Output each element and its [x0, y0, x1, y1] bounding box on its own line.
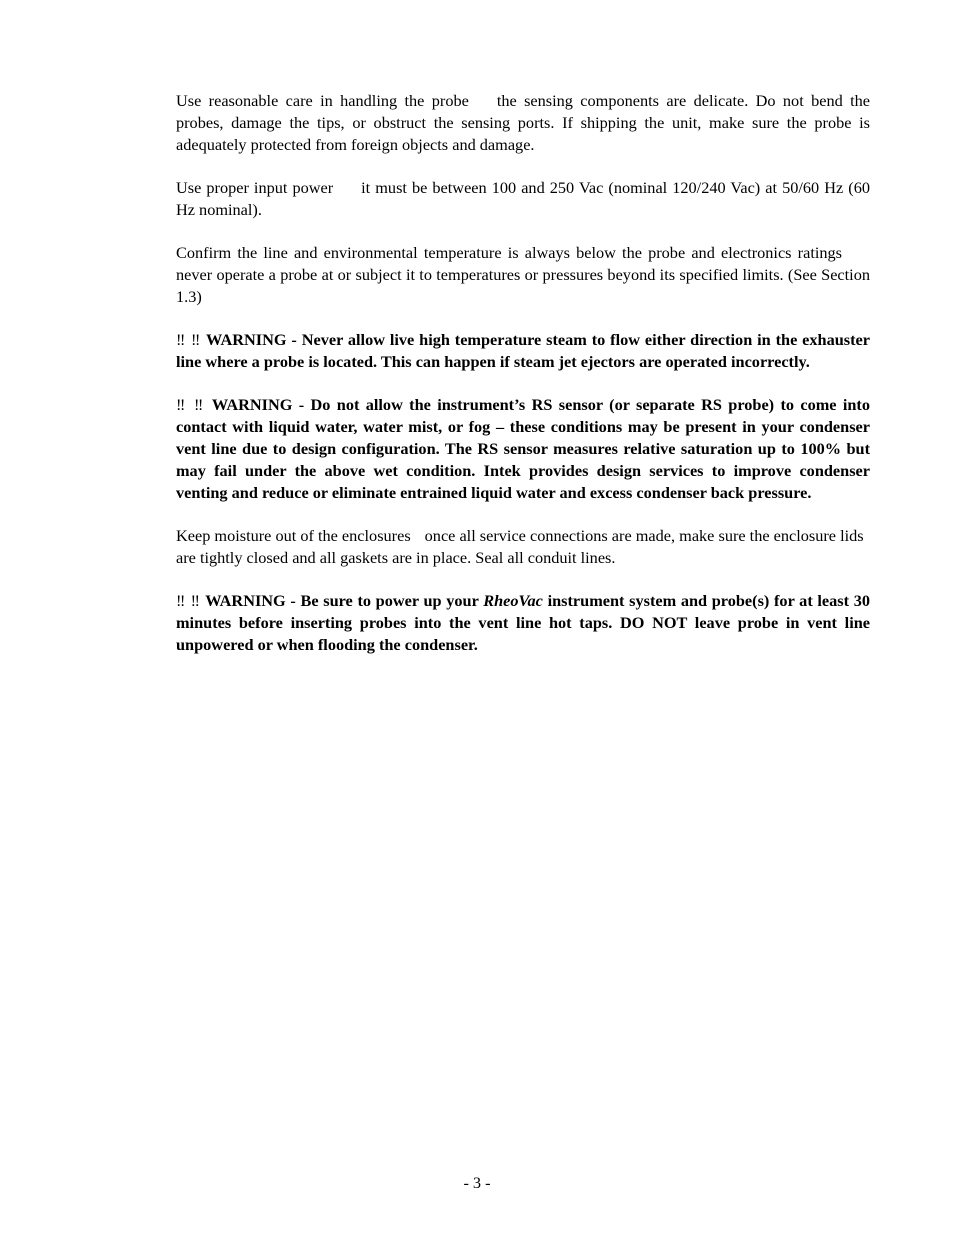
paragraph-power-lead: Use proper input power	[176, 178, 334, 197]
warning-power-text-b: instrument system and probe(s) for at least 30 minutes before inserting probes into the vent line hot taps. DO NOT leave probe in vent line unpowered or when flooding the condenser.	[176, 591, 871, 654]
paragraph-temperature	[176, 242, 870, 308]
brand-name: RheoVac	[483, 591, 543, 610]
warning-steam	[176, 329, 870, 373]
warning-rs-marks: ‼ ‼	[176, 395, 212, 414]
paragraph-temperature-lead: Confirm the line and environmental temperature is always below the probe and electronics ratings	[176, 243, 842, 262]
warning-steam-marks: ‼ ‼	[176, 330, 207, 349]
warning-rs-sensor	[176, 394, 870, 504]
paragraph-care	[176, 90, 870, 156]
page-content	[176, 90, 870, 677]
warning-steam-text: WARNING - Never allow live high temperature steam to flow either direction in the exhauster line where a probe is located. This can happen if steam jet ejectors are operated incorrectly.	[176, 330, 871, 371]
warning-power-marks: ‼ ‼	[176, 591, 206, 610]
paragraph-care-body: the sensing components are delicate. Do not bend the probes, damage the tips, or obstruct the sensing ports. If shipping the unit, make sure the probe is adequately protected from foreign objects and damage.	[176, 91, 870, 154]
paragraph-temperature-body: never operate a probe at or subject it to temperatures or pressures beyond its specified limits. (See Section 1.3)	[176, 265, 870, 306]
paragraph-power-body: it must be between 100 and 250 Vac (nominal 120/240 Vac) at 50/60 Hz (60 Hz nominal).	[176, 178, 870, 219]
warning-power-up	[176, 590, 870, 656]
paragraph-care-lead: Use reasonable care in handling the probe	[176, 91, 469, 110]
warning-power-text-a: WARNING - Be sure to power up your	[205, 591, 484, 610]
paragraph-moisture-lead: Keep moisture out of the enclosures	[176, 526, 411, 545]
paragraph-moisture	[176, 525, 870, 569]
warning-rs-text: WARNING - Do not allow the instrument’s RS sensor (or separate RS probe) to come into contact with liquid water, water mist, or fog – these conditions may be present in your condenser vent line due to design configuration. The RS sensor measures relative saturation up to 100% but may fail under the above wet condition. Intek provides design services to improve condenser venting and reduce or eliminate entrained liquid water and excess condenser back pressure.	[176, 395, 870, 502]
paragraph-moisture-body: once all service connections are made, make sure the enclosure lids are tightly closed and all gaskets are in place. Seal all conduit lines.	[176, 526, 864, 567]
paragraph-power	[176, 177, 870, 221]
page-number: - 3 -	[463, 1173, 491, 1192]
